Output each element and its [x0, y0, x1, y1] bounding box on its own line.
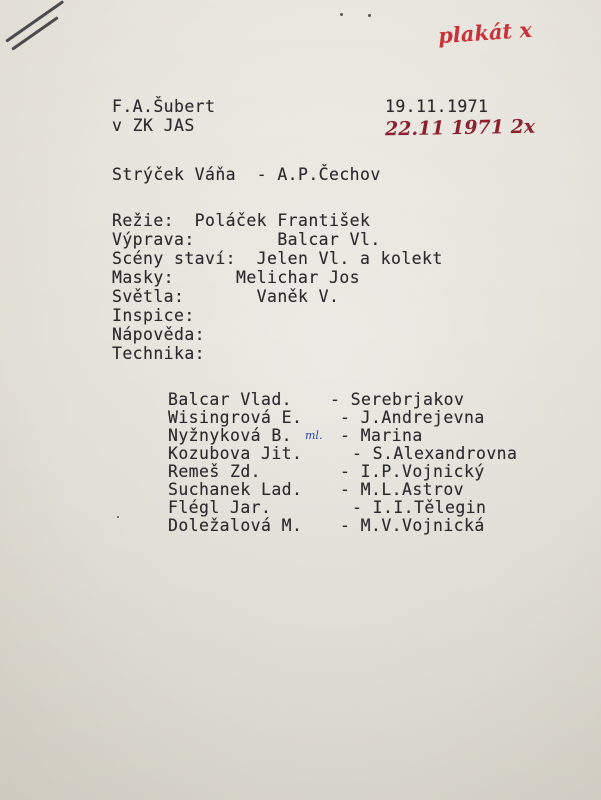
staple-mark	[340, 13, 343, 16]
header-organization: v ZK JAS	[112, 116, 195, 135]
cast-role: - M.L.Astrov	[340, 480, 465, 499]
cast-role: - J.Andrejevna	[340, 408, 485, 427]
cast-actor: Balcar Vlad.	[168, 390, 293, 409]
cast-actor: Doležalová M.	[168, 516, 303, 535]
corner-pen-mark	[5, 0, 64, 43]
cast-actor: Wisingrová E.	[168, 408, 303, 427]
cast-actor: Suchanek Lad.	[168, 480, 303, 499]
cast-actor: Remeš Zd.	[168, 462, 262, 481]
crew-line: Režie: Poláček František	[112, 211, 371, 230]
crew-line: Světla: Vaněk V.	[112, 287, 340, 306]
crew-line: Nápověda:	[112, 325, 206, 344]
cast-actor: Kozubova Jit.	[168, 444, 303, 463]
play-title: Strýček Váňa - A.P.Čechov	[112, 165, 381, 184]
cast-actor: Flégl Jar.	[168, 498, 272, 517]
crew-line: Scény staví: Jelen Vl. a kolekt	[112, 249, 443, 268]
handwritten-red-note: plakát x	[437, 16, 533, 49]
crew-line: Technika:	[112, 344, 206, 363]
crew-line: Výprava: Balcar Vl.	[112, 230, 381, 249]
crew-line: Masky: Melichar Jos	[112, 268, 361, 287]
cast-actor: Nyžnyková B.	[168, 426, 293, 445]
cast-role: - Marina	[340, 426, 423, 445]
handwritten-annotation: ml.	[305, 429, 323, 442]
staple-mark-2	[368, 14, 371, 17]
header-author: F.A.Šubert	[112, 97, 216, 116]
cast-role: - S.Alexandrovna	[352, 444, 518, 463]
cast-role: - I.P.Vojnický	[340, 462, 485, 481]
crew-line: Inspice:	[112, 306, 195, 325]
cast-role: - M.V.Vojnická	[340, 516, 485, 535]
header-typed-date: 19.11.1971	[385, 97, 489, 116]
stray-dot	[117, 516, 119, 518]
handwritten-date: 22.11 1971 2x	[384, 115, 536, 141]
cast-role: - I.I.Tělegin	[352, 498, 487, 517]
cast-role: - Serebrjakov	[330, 390, 465, 409]
